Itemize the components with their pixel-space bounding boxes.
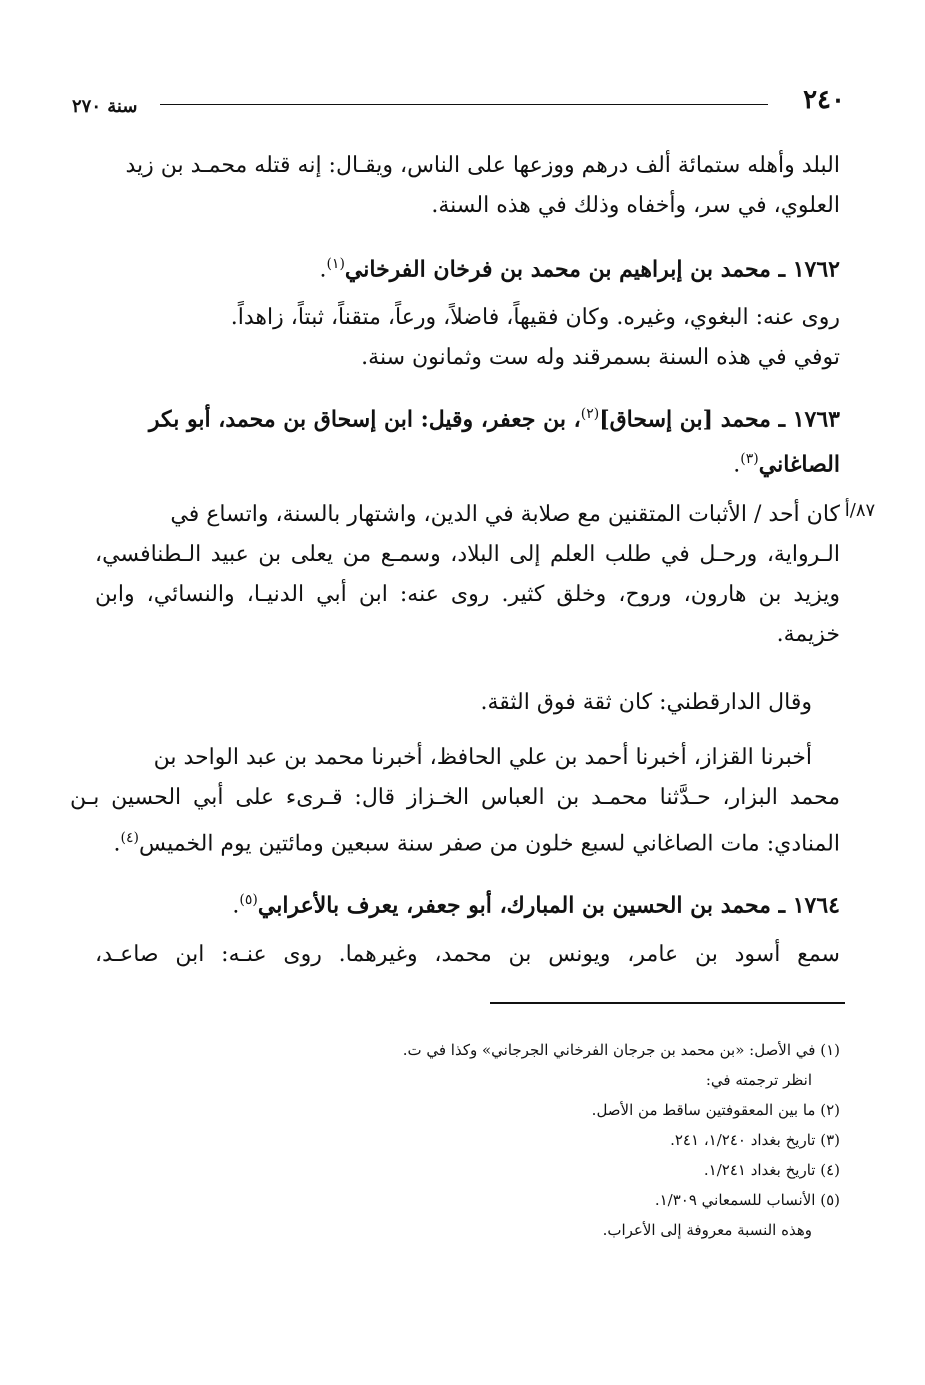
footnotes bbox=[70, 1035, 840, 1245]
entry-1763-p1-line-2: الـرواية، ورحـل في طلب العلم إلى البلاد، وسمـع من يعلى بن عبيد الـطنافسي، bbox=[95, 542, 840, 567]
entry-1763-p3-line-1: أخبرنا القزاز، أخبرنا أحمد بن علي الحافظ، أخبرنا محمد بن عبد الواحد بن bbox=[153, 745, 812, 770]
footnote-1-continued: انظر ترجمته في: bbox=[705, 1071, 812, 1089]
footnote-separator bbox=[490, 1002, 845, 1004]
running-header-year: سنة ٢٧٠ bbox=[72, 96, 138, 117]
entry-1762-line-2: توفي في هذه السنة بسمرقند وله ست وثمانون سنة. bbox=[361, 345, 840, 370]
sentence-period: . bbox=[113, 831, 121, 857]
entry-1763-p1-line-3: ويزيد بن هارون، وروح، وخلق كثير. روى عنه: ابن أبي الدنيـا، والنسائي، وابن bbox=[95, 582, 840, 607]
entry-1763-title-b: ، بن جعفر، وقيل: ابن إسحاق بن محمد، أبو بكر bbox=[148, 406, 581, 433]
footnote-ref-4: (٤) bbox=[120, 830, 140, 846]
entry-heading-1762 bbox=[70, 244, 840, 290]
heading-period: . bbox=[733, 452, 741, 478]
entry-1763-para-3 bbox=[70, 738, 840, 864]
entry-1764-line-1: سمع أسود بن عامر، ويونس بن محمد، وغيرهما. روى عنـه: ابن صاعـد، bbox=[95, 942, 840, 967]
intro-line-1: البلد وأهله ستمائة ألف درهم ووزعها على الناس، ويقـال: إنه قتله محمـد بن زيد bbox=[125, 153, 840, 178]
heading-period: . bbox=[319, 257, 327, 283]
footnote-ref-5: (٥) bbox=[239, 892, 258, 908]
intro-paragraph bbox=[70, 146, 840, 226]
entry-1763-p3-line-3: المنادي: مات الصاغاني لسبع خلون من صفر سنة سبعين ومائتين يوم الخميس bbox=[139, 831, 840, 857]
footnote-4: (٤) تاريخ بغداد ١/٢٤١. bbox=[703, 1161, 840, 1179]
footnote-ref-3: (٣) bbox=[740, 451, 759, 468]
footnote-5: (٥) الأنساب للسمعاني ١/٣٠٩. bbox=[654, 1191, 840, 1209]
entry-heading-1764 bbox=[70, 880, 840, 926]
footnote-ref-1: (١) bbox=[326, 256, 345, 272]
entry-1762-line-1: روى عنه: البغوي، وغيره. وكان فقيهاً، فاضلاً، ورعاً، متقناً، ثبتاً، زاهداً. bbox=[230, 305, 840, 330]
footnote-1: (١) في الأصل: «بن محمد بن جرجان الفرخاني الجرجاني» وكذا في ت. bbox=[402, 1041, 840, 1059]
page-number: ٢٤٠ bbox=[803, 85, 845, 115]
entry-1763-title-a: ١٧٦٣ ـ محمد [بن إسحاق] bbox=[599, 406, 840, 433]
footnote-5-continued: وهذه النسبة معروفة إلى الأعراب. bbox=[602, 1221, 812, 1239]
entry-1763-para-1 bbox=[95, 495, 840, 655]
entry-1763-p3-line-2: محمد البزار، حـدَّثنا محمـد بن العباس الخـزاز قال: قـرىء على أبي الحسين بـن bbox=[70, 785, 840, 810]
entry-1762-body bbox=[95, 298, 840, 378]
heading-period: . bbox=[232, 893, 240, 919]
footnote-3: (٣) تاريخ بغداد ١/٢٤٠، ٢٤١. bbox=[670, 1131, 840, 1149]
entry-1763-p2-line-1: وقال الدارقطني: كان ثقة فوق الثقة. bbox=[480, 690, 812, 715]
entry-1764-title: ١٧٦٤ ـ محمد بن الحسين بن المبارك، أبو جعفر، يعرف بالأعرابي bbox=[257, 892, 840, 919]
entry-1764-body bbox=[95, 935, 840, 975]
entry-1763-p1-line-1: كان أحد / الأثبات المتقنين مع صلابة في الدين، واشتهار بالسنة، واتساع في bbox=[170, 502, 840, 527]
entry-1763-title-c: الصاغاني bbox=[758, 451, 840, 478]
entry-1763-p1-line-4: خزيمة. bbox=[776, 622, 840, 647]
entry-heading-1763 bbox=[70, 394, 840, 486]
header-rule bbox=[160, 104, 768, 105]
footnote-2: (٢) ما بين المعقوفتين ساقط من الأصل. bbox=[591, 1101, 840, 1119]
entry-1763-para-2 bbox=[95, 683, 840, 723]
footnote-ref-2: (٢) bbox=[580, 406, 600, 422]
intro-line-2: العلوي، في سر، وأخفاه وذلك في هذه السنة. bbox=[431, 193, 840, 218]
entry-1762-title: ١٧٦٢ ـ محمد بن إبراهيم بن محمد بن فرخان الفرخاني bbox=[344, 256, 840, 283]
manuscript-folio-marker: ٨٧/أ bbox=[844, 500, 876, 521]
